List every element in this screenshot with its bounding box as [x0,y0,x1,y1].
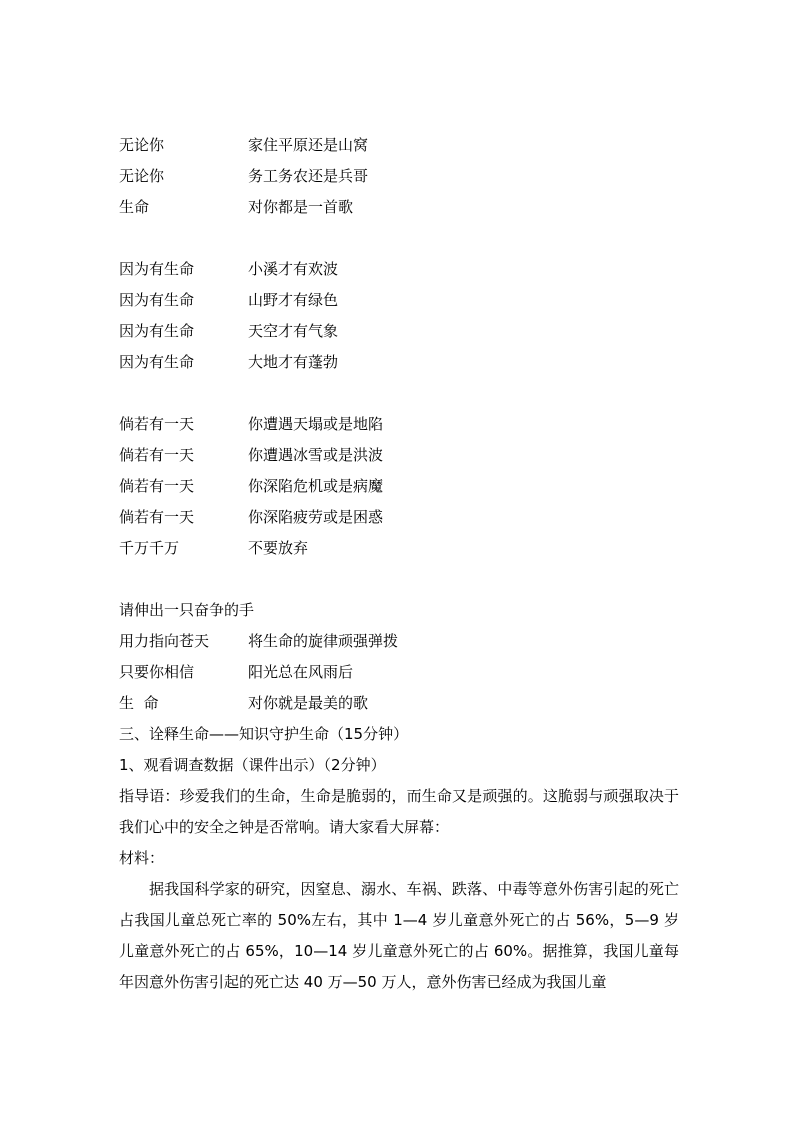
poem-line-left: 倘若有一天 [119,508,195,526]
poem-line-right: 家住平原还是山窝 [248,136,369,154]
poem-line-left: 因为有生命 [119,291,195,309]
poem-line-left: 只要你相信 [119,663,195,681]
poem-line-left: 千万千万 [119,539,180,557]
poem-line-left: 用力指向苍天 [119,632,210,650]
poem-line-right: 山野才有绿色 [248,291,339,309]
poem-line-right: 务工务农还是兵哥 [248,167,369,185]
poem-line [119,254,679,285]
poem-line [119,502,679,533]
poem-line [119,192,679,223]
poem-line [119,285,679,316]
poem-line [119,316,679,347]
poem-line-right: 你遭遇天塌或是地陷 [248,415,384,433]
poem-line [119,657,679,688]
poem-line [119,130,679,161]
poem-line-right: 你遭遇冰雪或是洪波 [248,446,384,464]
poem-line-right: 阳光总在风雨后 [248,663,354,681]
poem-line [119,440,679,471]
stanza-gap [119,223,679,254]
poem-line-right: 将生命的旋律顽强弹拨 [248,632,399,650]
poem-line-left: 因为有生命 [119,322,195,340]
poem-line [119,626,679,657]
poem-line-left: 无论你 [119,136,165,154]
poem-line [119,161,679,192]
poem-line-right: 小溪才有欢波 [248,260,339,278]
poem-line-right: 你深陷疲劳或是困惑 [248,508,384,526]
poem-line-right: 不要放弃 [248,539,309,557]
poem-line [119,471,679,502]
section-subheading: 1、观看调查数据（课件出示）（2分钟） [119,756,386,774]
poem-line-left: 因为有生命 [119,353,195,371]
poem-line-right: 对你就是最美的歌 [248,694,369,712]
poem-line-left: 倘若有一天 [119,477,195,495]
poem-line [119,347,679,378]
poem-line-left: 无论你 [119,167,165,185]
poem-line-left: 倘若有一天 [119,446,195,464]
poem-line-right: 天空才有气象 [248,322,339,340]
poem-line-right: 对你都是一首歌 [248,198,354,216]
guide-paragraph: 指导语：珍爱我们的生命，生命是脆弱的，而生命又是顽强的。这脆弱与顽强取决于我们心中的安全之钟是否常响。请大家看大屏幕： [119,787,679,836]
poem-line [119,409,679,440]
poem-line-left: 因为有生命 [119,260,195,278]
section-heading: 三、诠释生命——知识守护生命（15分钟） [119,725,409,743]
poem-line [119,533,679,564]
poem-line-left: 生命 [119,198,150,216]
poem-line-right: 你深陷危机或是病魔 [248,477,384,495]
poem-line-full: 请伸出一只奋争的手 [119,601,255,619]
poem-line-left: 倘若有一天 [119,415,195,433]
material-label: 材料： [119,849,165,867]
material-paragraph: 据我国科学家的研究，因窒息、溺水、车祸、跌落、中毒等意外伤害引起的死亡占我国儿童总死亡率的 50%左右，其中 1—4 岁儿童意外死亡的占 56%，5—9 岁儿童意外死亡的占 65%，10—14 岁儿童意外死亡的占 60%。据推算，我国儿童每年因意外伤害引起的死亡达 40 万—50 万人，意外伤害已经成为我国儿童 [119,880,679,991]
stanza-gap [119,378,679,409]
poem-line-left: 生 命 [119,694,159,712]
poem-line [119,688,679,719]
document-content [119,130,679,998]
poem-line-right: 大地才有蓬勃 [248,353,339,371]
stanza-gap [119,564,679,595]
